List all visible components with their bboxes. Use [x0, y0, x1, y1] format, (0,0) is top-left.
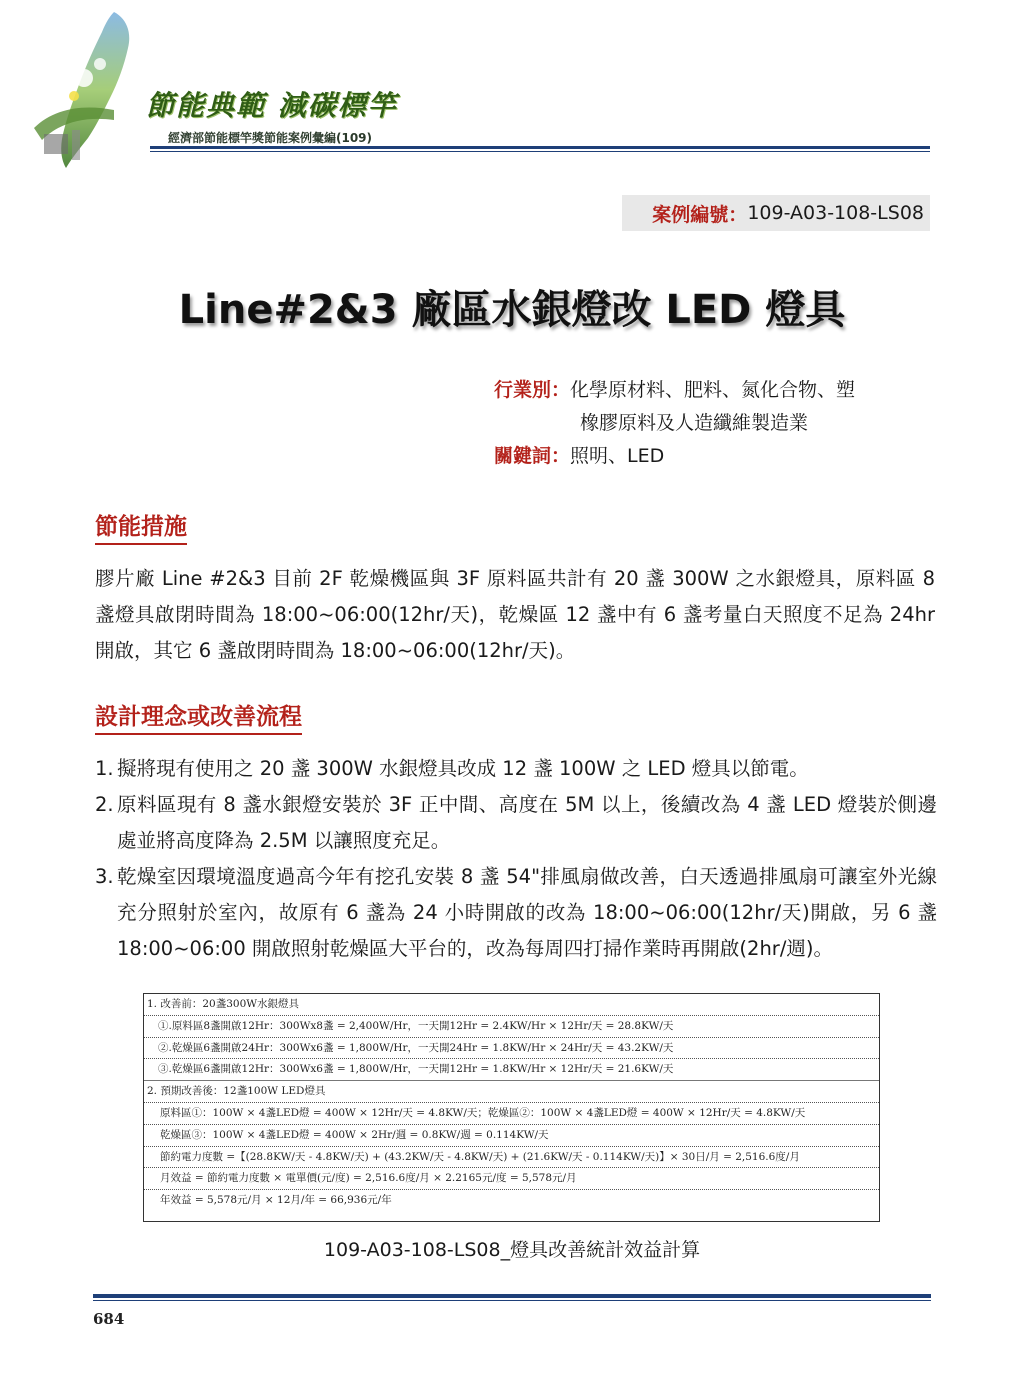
- table-row: 月效益 = 節約電力度數 × 電單價(元/度) = 2,516.6度/月 × 2.2165元/度 = 5,578元/月: [144, 1168, 879, 1190]
- industry-value-continued: 橡膠原料及人造纖維製造業: [580, 412, 809, 434]
- measures-paragraph: 膠片廠 Line #2&3 目前 2F 乾燥機區與 3F 原料區共計有 20 盞 300W 之水銀燈具，原料區 8 盞燈具啟閉時間為 18:00~06:00(12hr/天)，乾燥區 12 盞中有 6 盞考量白天照度不足為 24hr 開啟，其它 6 盞啟閉時間為 18:00~06:00(12hr/天)。: [95, 567, 935, 662]
- table-row: 2. 預期改善後：12盞100W LED燈具: [144, 1081, 879, 1103]
- case-number-label: 案例編號：: [652, 203, 748, 226]
- list-item-number: 3.: [95, 865, 114, 888]
- footer-divider-thin: [93, 1300, 931, 1301]
- case-number-box: [622, 195, 930, 231]
- table-row: 1. 改善前：20盞300W水銀燈具: [144, 994, 879, 1016]
- list-item-text: 原料區現有 8 盞水銀燈安裝於 3F 正中間、高度在 5M 以上，後續改為 4 盞 LED 燈裝於側邊處並將高度降為 2.5M 以讓照度充足。: [117, 793, 937, 852]
- taiwan-logo-icon: [14, 8, 154, 178]
- header-divider: [150, 146, 930, 149]
- case-number-value: 109-A03-108-LS08: [747, 202, 924, 224]
- list-item-text: 乾燥室因環境溫度過高今年有挖孔安裝 8 盞 54"排風扇做改善，白天透過排風扇可讓室外光線充分照射於室內，故原有 6 盞為 24 小時開啟的改為 18:00~06:00(12hr/天)開啟，另 6 盞 18:00~06:00 開啟照射乾燥區大平台的，改為每周四打掃作業時再開啟(2hr/週)。: [117, 865, 937, 960]
- table-row: 原料區①：100W × 4盞LED燈 = 400W × 12Hr/天 = 4.8KW/天；乾燥區②：100W × 4盞LED燈 = 400W × 12Hr/天 = 4.8KW/天: [144, 1103, 879, 1125]
- list-item: [95, 787, 937, 859]
- table-row: ①.原料區8盞開啟12Hr：300Wx8盞 = 2,400W/Hr，一天開12Hr = 2.4KW/Hr × 12Hr/天 = 28.8KW/天: [144, 1016, 879, 1038]
- table-row: 乾燥區③：100W × 4盞LED燈 = 400W × 2Hr/週 = 0.8KW/週 = 0.114KW/天: [144, 1125, 879, 1147]
- header-divider-thin: [150, 151, 930, 152]
- series-subtitle: 經濟部節能標竿獎節能案例彙編(109): [168, 131, 373, 145]
- table-row: ②.乾燥區6盞開啟24Hr：300Wx6盞 = 1,800W/Hr，一天開24Hr = 1.8KW/Hr × 24Hr/天 = 43.2KW/天: [144, 1038, 879, 1060]
- industry-value: 化學原材料、肥料、氮化合物、塑: [570, 379, 856, 401]
- industry-row: [494, 373, 855, 407]
- keywords-label: 關鍵詞：: [494, 445, 571, 467]
- keywords-row: [494, 439, 664, 473]
- industry-label: 行業別：: [494, 379, 571, 401]
- calculation-table: [143, 993, 880, 1222]
- list-item: [95, 751, 937, 787]
- design-heading: 設計理念或改善流程: [95, 698, 302, 735]
- table-row: 年效益 = 5,578元/月 × 12月/年 = 66,936元/年: [160, 1194, 392, 1207]
- measures-heading: 節能措施: [95, 508, 187, 545]
- page-title: Line#2&3 廠區水銀燈改 LED 燈具: [178, 287, 846, 333]
- list-item-text: 擬將現有使用之 20 盞 300W 水銀燈具改成 12 盞 100W 之 LED 燈具以節電。: [117, 757, 809, 780]
- table-row: 節約電力度數 =【(28.8KW/天 - 4.8KW/天) + (43.2KW/天 - 4.8KW/天) + (21.6KW/天 - 0.114KW/天)】× 30日/月 = 2,516.6度/月: [144, 1147, 879, 1169]
- table-row: ③.乾燥區6盞開啟12Hr：300Wx6盞 = 1,800W/Hr，一天開12Hr = 1.8KW/Hr × 12Hr/天 = 21.6KW/天: [144, 1059, 879, 1081]
- page-number: 684: [93, 1310, 125, 1328]
- list-item-number: 1.: [95, 757, 114, 780]
- keywords-value: 照明、LED: [570, 445, 665, 467]
- series-title: 節能典範 減碳標竿: [146, 89, 398, 122]
- footer-divider: [93, 1294, 931, 1298]
- table-caption: 109-A03-108-LS08_燈具改善統計效益計算: [323, 1239, 701, 1261]
- list-item-number: 2.: [95, 793, 114, 816]
- list-item: [95, 859, 937, 967]
